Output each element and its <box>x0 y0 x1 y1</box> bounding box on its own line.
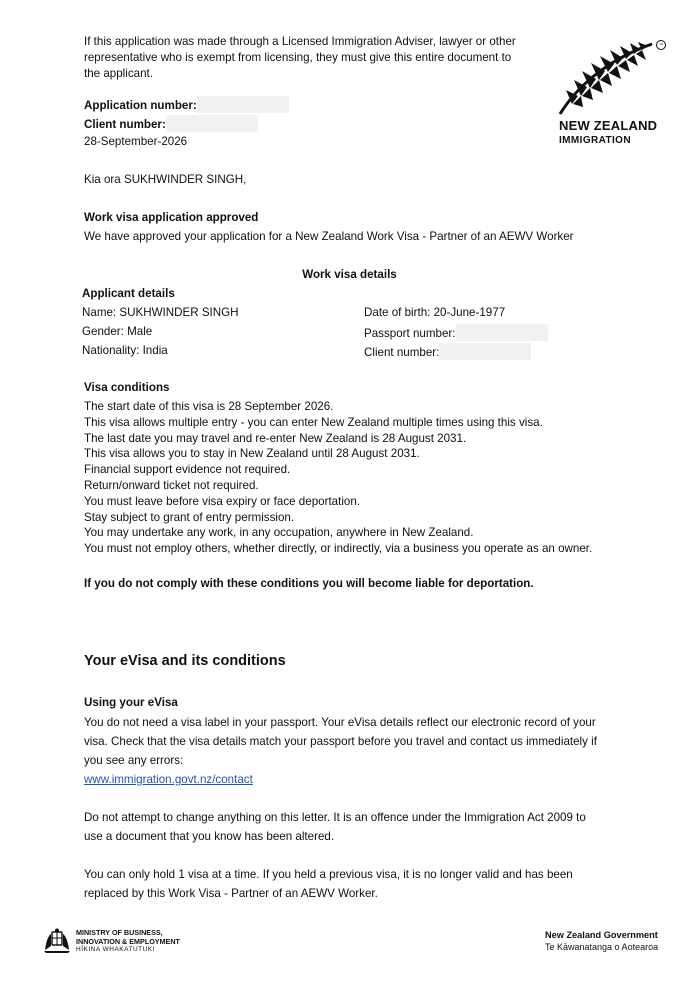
mbie-footer-logo <box>42 928 180 959</box>
nz-coat-of-arms-icon <box>42 928 72 954</box>
single-visa-line: replaced by this Work Visa - Partner of an AEWV Worker. <box>84 887 378 900</box>
using-evisa-heading: Using your eVisa <box>84 696 178 709</box>
approval-title: Work visa application approved <box>84 211 259 224</box>
logo-line-1: NEW ZEALAND <box>559 118 658 133</box>
alteration-paragraph <box>84 808 586 846</box>
using-evisa-line: you see any errors: <box>84 754 184 767</box>
application-number-label: Application number: <box>84 99 197 112</box>
government-line-1: New Zealand Government <box>545 930 658 940</box>
visa-conditions-heading: Visa conditions <box>84 381 170 394</box>
condition-item: Return/onward ticket not required. <box>84 478 259 492</box>
intro-line: the applicant. <box>84 67 153 80</box>
alteration-line: use a document that you know has been altered. <box>84 830 335 843</box>
intro-paragraph <box>84 34 516 82</box>
details-title: Work visa details <box>302 268 397 281</box>
condition-item: You must leave before visa expiry or face deportation. <box>84 494 361 508</box>
intro-line: representative who is exempt from licensing, they must give this entire document to <box>84 51 512 64</box>
nz-immigration-logo-text <box>559 118 657 148</box>
details-client-number-row <box>364 343 531 361</box>
single-visa-paragraph <box>84 865 573 903</box>
trademark-mark: ™ <box>656 40 666 50</box>
government-line-2: Te Kāwanatanga o Aotearoa <box>545 942 659 952</box>
greeting: Kia ora SUKHWINDER SINGH, <box>84 173 247 186</box>
using-evisa-line: You do not need a visa label in your passport. Your eVisa details reflect our electronic record of your <box>84 716 596 729</box>
logo-line-2: IMMIGRATION <box>559 135 631 146</box>
ministry-line-3: HĪKINA WHAKATUTUKI <box>76 946 155 954</box>
client-number-row <box>84 115 258 133</box>
condition-item: The start date of this visa is 28 September 2026. <box>84 400 334 413</box>
details-client-number-label: Client number: <box>364 346 440 359</box>
single-visa-line: You can only hold 1 visa at a time. If you held a previous visa, it is no longer valid and has been <box>84 868 573 881</box>
using-evisa-line: visa. Check that the visa details match your passport before you travel and contact us immediately if <box>84 735 597 748</box>
application-number-redacted <box>197 96 289 113</box>
condition-item: You may undertake any work, in any occupation, anywhere in New Zealand. <box>84 526 474 540</box>
condition-item: This visa allows you to stay in New Zealand until 28 August 2031. <box>84 447 420 461</box>
ministry-line-2: INNOVATION & EMPLOYMENT <box>76 936 180 946</box>
visa-conditions-list <box>84 399 592 557</box>
condition-item: You must not employ others, whether directly, or indirectly, via a business you operate as an owner. <box>84 542 593 556</box>
client-number-label: Client number: <box>84 118 166 131</box>
applicant-dob: Date of birth: 20-June-1977 <box>364 306 506 319</box>
ministry-line-1: MINISTRY OF BUSINESS, <box>76 928 163 937</box>
contact-link[interactable]: www.immigration.govt.nz/contact <box>84 773 253 786</box>
passport-number-row <box>364 324 548 342</box>
applicant-gender: Gender: Male <box>82 325 153 338</box>
using-evisa-paragraph <box>84 713 597 789</box>
applicant-nationality: Nationality: India <box>82 344 168 357</box>
deportation-warning: If you do not comply with these conditions you will become liable for deportation. <box>84 577 534 590</box>
condition-item: The last date you may travel and re-enter New Zealand is 28 August 2031. <box>84 431 467 445</box>
passport-number-redacted <box>456 324 548 341</box>
nz-government-footer <box>545 929 658 953</box>
client-number-redacted <box>166 115 258 132</box>
condition-item: Financial support evidence not required. <box>84 463 291 477</box>
evisa-heading: Your eVisa and its conditions <box>84 653 286 669</box>
applicant-name: Name: SUKHWINDER SINGH <box>82 306 239 319</box>
passport-number-label: Passport number: <box>364 327 456 340</box>
details-client-number-redacted <box>439 343 531 360</box>
mbie-text <box>76 929 180 955</box>
letter-date: 28-September-2026 <box>84 135 188 148</box>
condition-item: This visa allows multiple entry - you can enter New Zealand multiple times using this visa. <box>84 415 543 429</box>
intro-line: If this application was made through a Licensed Immigration Adviser, lawyer or other <box>84 35 516 48</box>
alteration-line: Do not attempt to change anything on this letter. It is an offence under the Immigration Act 2009 to <box>84 811 586 824</box>
application-number-row <box>84 96 289 114</box>
approval-text: We have approved your application for a New Zealand Work Visa - Partner of an AEWV Worker <box>84 230 574 243</box>
applicant-details-heading: Applicant details <box>82 287 175 300</box>
condition-item: Stay subject to grant of entry permission. <box>84 510 295 524</box>
